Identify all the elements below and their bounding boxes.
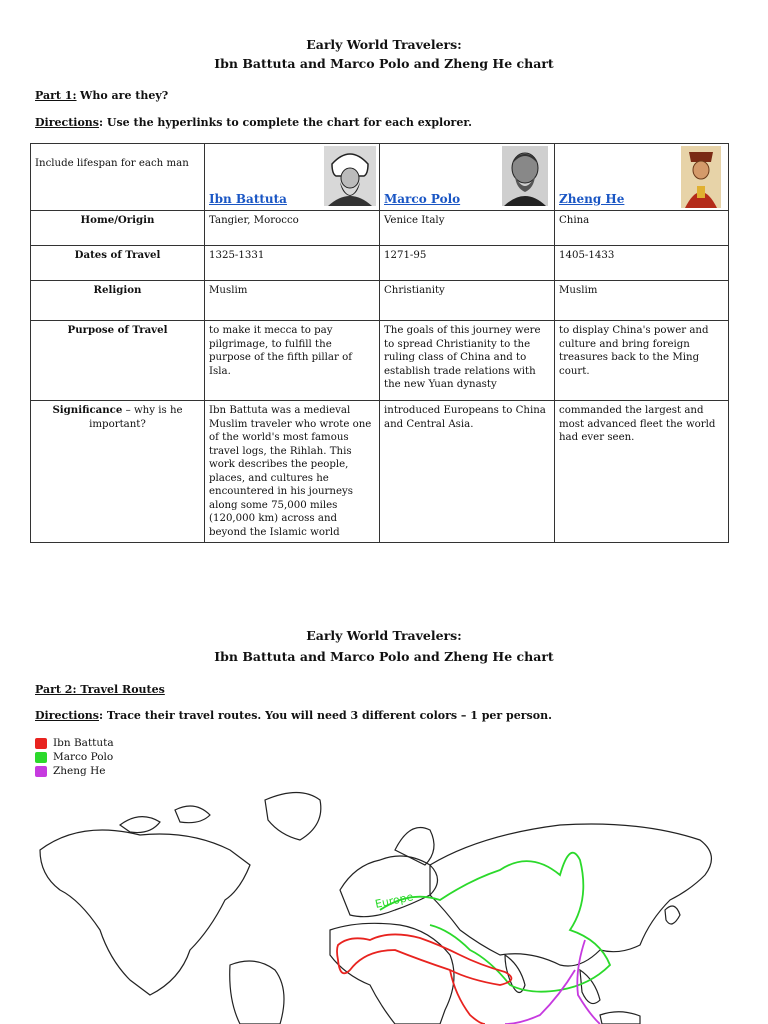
directions-text: : Trace their travel routes. You will need 3 different colors – 1 per person. [99, 709, 552, 722]
row-label: Dates of Travel [31, 246, 205, 281]
marco-polo-link[interactable]: Marco Polo [384, 191, 461, 206]
table-cell: 1405-1433 [555, 246, 729, 281]
zheng-he-link[interactable]: Zheng He [559, 191, 625, 206]
legend-label: Ibn Battuta [53, 737, 114, 749]
green-swatch-icon [35, 752, 47, 763]
explorer-cell-zheng-he [555, 144, 729, 211]
part1-title-line2: Ibn Battuta and Marco Polo and Zheng He chart [214, 56, 554, 71]
marco-polo-portrait-image [502, 146, 548, 206]
zheng-he-portrait-image [681, 146, 721, 208]
part2-heading [35, 683, 165, 696]
significance-label: Significance [52, 404, 123, 416]
explorer-cell-ibn-battuta [205, 144, 380, 211]
table-cell: Ibn Battuta was a medieval Muslim traveler who wrote one of the world's most famous travel logs, the Rihlah. This work describes the people, places, and cultures he encountered in his journeys along some 75,000 miles (120,000 km) across and beyond the Islamic world [205, 401, 380, 543]
legend-label: Zheng He [53, 765, 106, 777]
explorer-cell-marco-polo [380, 144, 555, 211]
table-cell: to make it mecca to pay pilgrimage, to fulfill the purpose of the fifth pillar of Isla. [205, 321, 380, 401]
legend-label: Marco Polo [53, 751, 114, 763]
part1-label: Part 1: [35, 89, 77, 102]
magenta-swatch-icon [35, 766, 47, 777]
table-cell: Tangier, Morocco [205, 211, 380, 246]
legend-item-marco-polo [35, 751, 113, 763]
table-row [31, 246, 729, 281]
table-cell: Venice Italy [380, 211, 555, 246]
part1-directions [35, 116, 472, 129]
table-cell: China [555, 211, 729, 246]
table-cell: 1325-1331 [205, 246, 380, 281]
part2-title-line2: Ibn Battuta and Marco Polo and Zheng He chart [214, 649, 554, 664]
part2-directions [35, 709, 552, 722]
legend-item-ibn-battuta [35, 737, 114, 749]
table-cell: Muslim [205, 281, 380, 321]
table-cell: The goals of this journey were to spread Christianity to the ruling class of China and to establish trade relations with the new Yuan dynasty [380, 321, 555, 401]
row-label: Purpose of Travel [31, 321, 205, 401]
directions-label: Directions [35, 709, 99, 722]
ibn-battuta-link[interactable]: Ibn Battuta [209, 191, 287, 206]
header-note: Include lifespan for each man [35, 158, 189, 169]
directions-label: Directions [35, 116, 99, 129]
table-cell: Christianity [380, 281, 555, 321]
world-outline-map [0, 780, 768, 1024]
red-swatch-icon [35, 738, 47, 749]
header-row [31, 144, 729, 211]
legend-item-zheng-he [35, 765, 105, 777]
header-note-cell [31, 144, 205, 211]
directions-text: : Use the hyperlinks to complete the chart for each explorer. [99, 116, 472, 129]
table-cell: Muslim [555, 281, 729, 321]
ibn-battuta-portrait-image [324, 146, 376, 206]
table-row [31, 401, 729, 543]
table-cell: to display China's power and culture and bring foreign treasures back to the Ming court. [555, 321, 729, 401]
part1-subtitle: Who are they? [80, 89, 169, 102]
part1-title-line1: Early World Travelers: [306, 37, 462, 52]
europe-annotation: Europe [373, 890, 415, 911]
table-row [31, 321, 729, 401]
row-label: Religion [31, 281, 205, 321]
explorer-chart [30, 143, 729, 543]
table-row [31, 281, 729, 321]
table-cell: introduced Europeans to China and Central Asia. [380, 401, 555, 543]
row-label [31, 401, 205, 543]
significance-label-rest: – why is he important? [89, 405, 183, 430]
table-cell: 1271-95 [380, 246, 555, 281]
table-cell: commanded the largest and most advanced fleet the world had ever seen. [555, 401, 729, 543]
part2-title-line1: Early World Travelers: [306, 628, 462, 643]
part2-label: Part 2: Travel Routes [35, 683, 165, 696]
table-row [31, 211, 729, 246]
row-label: Home/Origin [31, 211, 205, 246]
part1-heading [35, 89, 168, 102]
